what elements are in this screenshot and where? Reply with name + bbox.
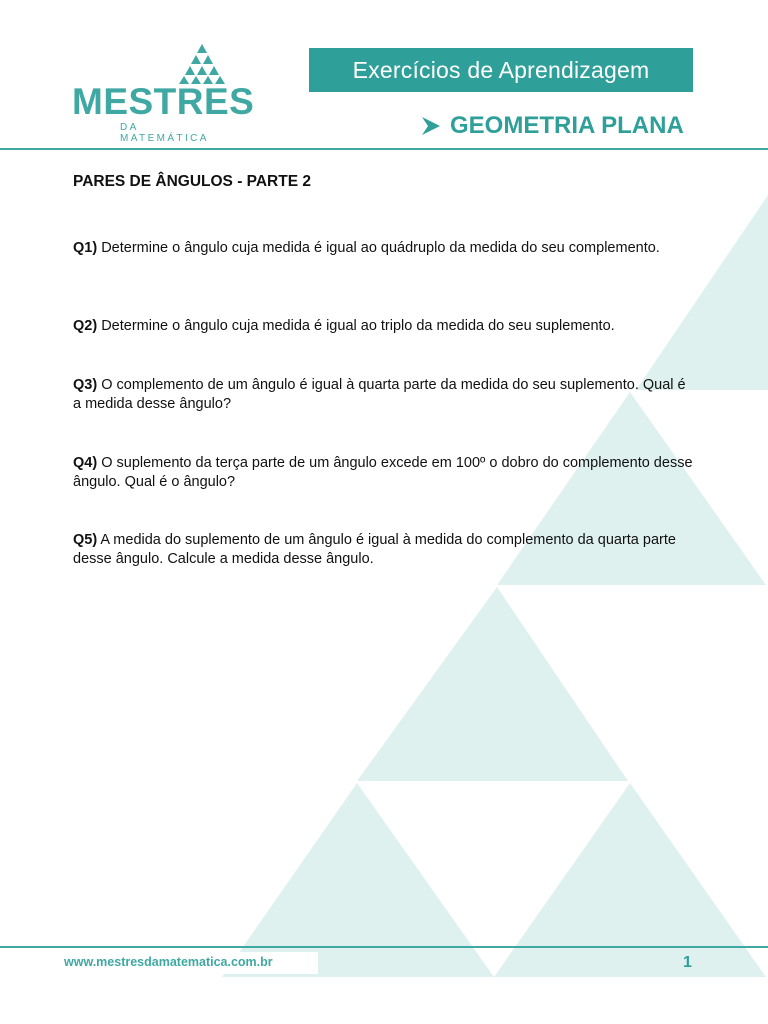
- page-title: Exercícios de Aprendizagem: [352, 56, 650, 83]
- question-label: Q2): [73, 318, 98, 334]
- question-item: [73, 317, 693, 336]
- question-item: [73, 531, 693, 569]
- question-text: A medida do suplemento de um ângulo é igual à medida do complemento da quarta parte desse ângulo. Calcule a medida desse ângulo.: [73, 532, 676, 567]
- question-label: Q1): [73, 240, 98, 256]
- header-divider: [0, 148, 768, 150]
- watermark-triangle: [357, 587, 628, 781]
- subject-heading: [420, 108, 684, 144]
- question-text: Determine o ângulo cuja medida é igual ao quádruplo da medida do seu complemento.: [101, 240, 660, 256]
- logo-tagline: DA MATEMÁTICA: [120, 122, 209, 144]
- subject-label: GEOMETRIA PLANA: [450, 112, 684, 139]
- triangle-stack-icon: [176, 44, 228, 84]
- worksheet-heading: PARES DE ÂNGULOS - PARTE 2: [73, 173, 311, 190]
- arrow-right-icon: [420, 115, 442, 137]
- question-text: O suplemento da terça parte de um ângulo excede em 100º o dobro do complemento desse ângulo. Qual é o ângulo?: [73, 455, 693, 490]
- mestres-logo: [72, 44, 255, 144]
- question-text: Determine o ângulo cuja medida é igual ao triplo da medida do seu suplemento.: [101, 318, 615, 334]
- question-item: [73, 454, 693, 492]
- page-title-banner: [309, 48, 693, 92]
- footer-divider: [0, 946, 768, 948]
- logo-name: MESTRES: [72, 81, 255, 122]
- question-item: [73, 376, 693, 414]
- question-label: Q3): [73, 377, 98, 393]
- website-link[interactable]: www.mestresdamatematica.com.br: [64, 955, 273, 969]
- question-text: O complemento de um ângulo é igual à quarta parte da medida do seu suplemento. Qual é a medida desse ângulo?: [73, 377, 686, 412]
- watermark-triangle: [636, 195, 768, 390]
- question-item: [73, 239, 693, 258]
- question-label: Q5): [73, 532, 98, 548]
- question-label: Q4): [73, 455, 98, 471]
- page-number: 1: [683, 954, 692, 971]
